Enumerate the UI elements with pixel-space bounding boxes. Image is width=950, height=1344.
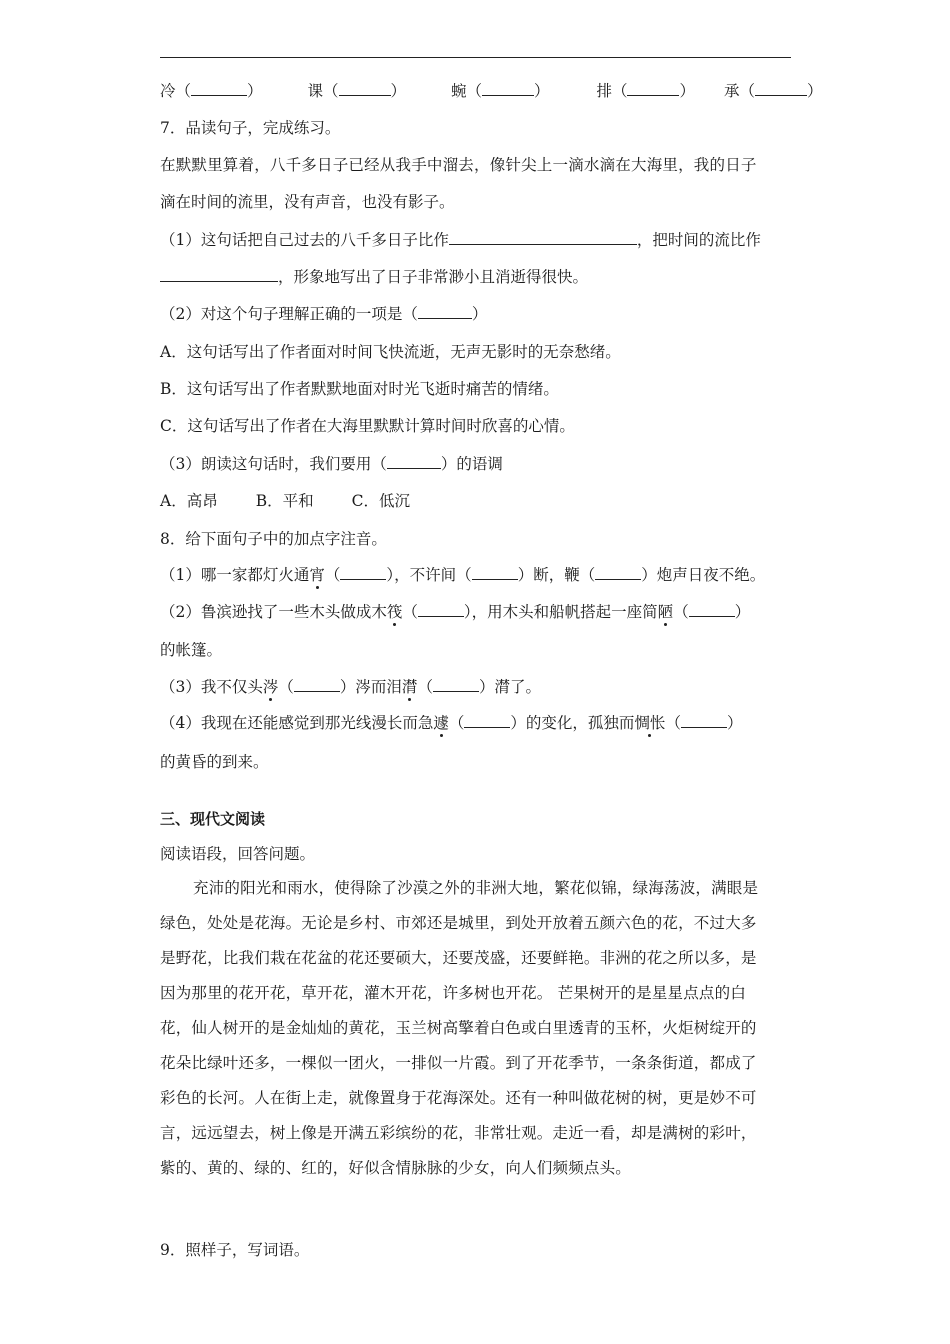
section-heading: 三、现代文阅读 [160, 810, 266, 828]
q7-option-b: B．这句话写出了作者默默地面对时光飞逝时痛苦的情绪。 [160, 380, 559, 398]
passage-line: 因为那里的花开花，草开花，灌木开花，许多树也开花。 芒果树开的是星星点点的白 [160, 984, 747, 1002]
passage-line: 花，仙人树开的是金灿灿的黄花，玉兰树高擎着白色或白里透青的玉杯，火炬树绽开的 [160, 1019, 757, 1037]
q8-s4-text: （4）我现在还能感觉到那光线漫长而急 [160, 714, 434, 732]
q7-sub1 [160, 229, 761, 251]
dotted-char: 筏 [386, 603, 403, 621]
q7-sub2 [160, 303, 487, 325]
q8-s1-text4: ）炮声日夜不绝。 [641, 566, 766, 584]
q8-s2 [160, 601, 750, 623]
dotted-char: 宵 [309, 566, 325, 584]
q8-s3-text2: ）涔而泪 [339, 678, 402, 696]
dotted-char: 惆怅 [634, 714, 666, 732]
section-intro: 阅读语段，回答问题。 [160, 845, 316, 863]
q9-title: 9．照样子，写词语。 [160, 1241, 310, 1259]
passage-line: 言，远远望去，树上像是开满五彩缤纷的花，非常壮观。走近一看，却是满树的彩叶， [160, 1124, 757, 1142]
char-5: 承 [723, 82, 740, 100]
q8-s1-text3: ）断，鞭 [517, 566, 580, 584]
q7-sub2-text: （2）对这个句子理解正确的一项是（ [160, 305, 418, 323]
q8-s3-text: （3）我不仅头 [160, 678, 263, 696]
answer-blank[interactable] [595, 565, 641, 580]
dotted-char: 涔 [262, 678, 279, 696]
answer-blank[interactable] [472, 565, 518, 580]
q7-sub3 [160, 453, 503, 475]
answer-blank[interactable] [464, 713, 510, 728]
q8-s1-text: （1）哪一家都灯火通 [160, 566, 310, 584]
q7-sub3-end: ）的语调 [440, 455, 503, 473]
dotted-char: 遽 [433, 714, 449, 732]
q8-s4-cont: 的黄昏的到来。 [160, 753, 269, 771]
q7-sentence-line1: 在默默里算着，八千多日子已经从我手中溜去，像针尖上一滴水滴在大海里，我的日子 [160, 156, 757, 174]
q8-s4 [160, 712, 742, 734]
answer-blank[interactable] [482, 81, 534, 96]
q8-s3-text3: ）潸了。 [478, 678, 541, 696]
q7-sub1-text2: ，把时间的流比作 [636, 231, 761, 249]
q7-sub3-text: （3）朗读这句话时，我们要用（ [160, 455, 387, 473]
paren-close: ） [734, 603, 751, 621]
paren-open: （ [278, 678, 294, 696]
passage-line: 彩色的长河。人在街上走，就像置身于花海深处。还有一种叫做花树的树，更是妙不可 [160, 1089, 757, 1107]
answer-blank[interactable] [627, 81, 679, 96]
q8-s1 [160, 564, 765, 586]
tone-option-b: B．平和 [255, 492, 314, 510]
answer-blank[interactable] [339, 81, 391, 96]
answer-blank[interactable] [689, 602, 735, 617]
passage-line: 花朵比绿叶还多，一棵似一团火，一排似一片霞。到了开花季节，一条条街道，都成了 [160, 1054, 757, 1072]
q8-s2-text: （2）鲁滨逊找了一些木头做成木 [160, 603, 387, 621]
paren-open: （ [324, 566, 341, 584]
q7-sub1-text: （1）这句话把自己过去的八千多日子比作 [160, 231, 449, 249]
answer-blank[interactable] [681, 713, 727, 728]
char-3: 蜿 [450, 82, 467, 100]
paren-open: （ [665, 714, 681, 732]
tone-option-a: A．高昂 [160, 492, 218, 510]
answer-blank[interactable] [294, 677, 340, 692]
q8-title: 8．给下面句子中的加点字注音。 [160, 530, 387, 548]
passage-line: 充沛的阳光和雨水，使得除了沙漠之外的非洲大地，繁花似锦，绿海荡波，满眼是 [193, 879, 759, 897]
pinyin-row: 冷（ ） 课（ ） 蜿（ ） 排（ ） 承（ ） [160, 82, 823, 100]
q7-sub2-end: ） [471, 305, 488, 323]
q7-title: 7．品读句子，完成练习。 [160, 119, 341, 137]
paren-open: （ [456, 566, 472, 584]
answer-blank[interactable] [433, 677, 479, 692]
answer-blank[interactable] [191, 81, 247, 96]
q8-s3 [160, 676, 541, 698]
q8-s4-text2: ）的变化，孤独而 [510, 714, 635, 732]
answer-blank[interactable] [340, 565, 386, 580]
q7-tone-options [160, 490, 410, 512]
answer-blank[interactable] [160, 267, 278, 282]
char-1: 冷 [160, 82, 176, 100]
answer-blank[interactable] [418, 602, 464, 617]
passage-line: 是野花，比我们栽在花盆的花还要硕大，还要茂盛，还要鲜艳。非洲的花之所以多，是 [160, 949, 757, 967]
answer-blank[interactable] [449, 230, 637, 245]
q7-option-c: C．这句话写出了作者在大海里默默计算时间时欣喜的心情。 [160, 417, 575, 435]
q7-option-a: A．这句话写出了作者面对时间飞快流逝，无声无影时的无奈愁绪。 [160, 343, 621, 361]
q8-s2-text2: ），用木头和船帆搭起一座简 [463, 603, 658, 621]
char-4: 排 [596, 82, 612, 100]
passage-line: 绿色，处处是花海。无论是乡村、市郊还是城里，到处开放着五颜六色的花，不过大多 [160, 914, 757, 932]
char-2: 课 [307, 82, 323, 100]
answer-blank[interactable] [387, 454, 441, 469]
paren-open: （ [402, 603, 418, 621]
q8-s1-text2: ），不许间 [386, 566, 457, 584]
answer-blank[interactable] [418, 304, 472, 319]
paren-close: ） [726, 714, 743, 732]
paren-open: （ [417, 678, 433, 696]
answer-blank[interactable] [755, 81, 807, 96]
dotted-char: 陋 [657, 603, 674, 621]
paren-open: （ [448, 714, 465, 732]
q7-sub1-text3: ，形象地写出了日子非常渺小且消逝得很快。 [278, 268, 589, 286]
q7-sentence-line2: 滴在时间的流里，没有声音，也没有影子。 [160, 193, 455, 211]
paren-open: （ [579, 566, 596, 584]
passage-line: 紫的、黄的、绿的、红的，好似含情脉脉的少女，向人们频频点头。 [160, 1159, 632, 1177]
paren-open: （ [673, 603, 689, 621]
q8-s2-cont: 的帐篷。 [160, 641, 223, 659]
dotted-char: 潸 [401, 678, 418, 696]
q7-sub1-cont [160, 266, 588, 288]
top-rule [160, 57, 791, 58]
tone-option-c: C．低沉 [351, 492, 410, 510]
